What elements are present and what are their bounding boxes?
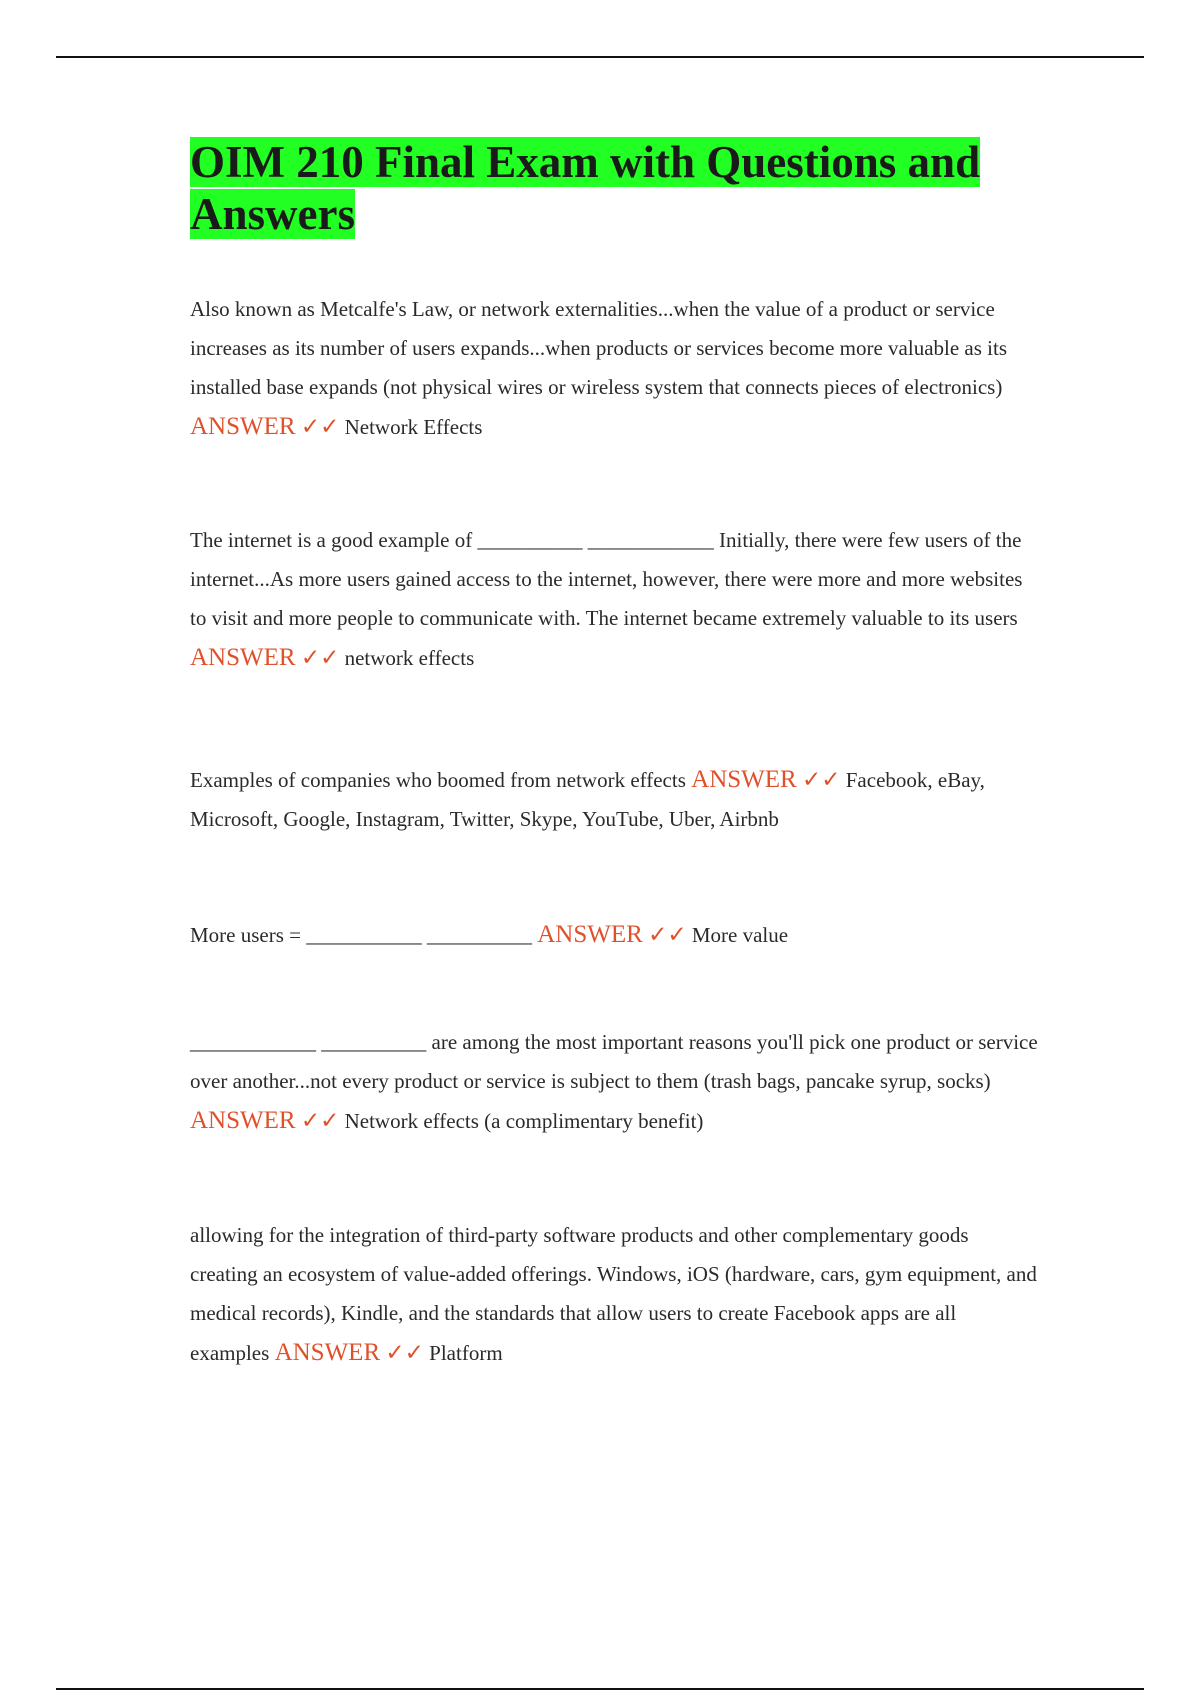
answer-text: Facebook, eBay, Microsoft, Google, Instagram, Twitter, Skype, YouTube, Uber, Airbnb — [190, 768, 985, 831]
double-check-icon: ✓✓ — [300, 414, 340, 439]
double-check-icon: ✓✓ — [801, 767, 841, 792]
question-text: The internet is a good example of __________ ____________ Initially, there were few users of the internet...As more users gained access to the internet, however, there were more and more websites to visit and more people to communicate with. The internet became extremely valuable to its users — [190, 528, 1023, 630]
double-check-icon: ✓✓ — [648, 922, 687, 947]
answer-label: ANSWER — [190, 1107, 296, 1134]
answer-label: ANSWER — [190, 413, 296, 440]
qa-item-4 — [190, 915, 1040, 955]
question-text: ____________ __________ are among the most important reasons you'll pick one product or service over another...not every product or service is subject to them (trash bags, pancake syrup, socks) — [190, 1030, 1038, 1093]
answer-text: Network effects (a complimentary benefit) — [344, 1109, 704, 1133]
qa-item-3 — [190, 760, 1040, 839]
qa-item-2 — [190, 521, 1040, 678]
question-text: allowing for the integration of third-party software products and other complementary goods creating an ecosystem of value-added offerings. Windows, iOS (hardware, cars, gym equipment, and medical records), Kindle, and the standards that allow users to create Facebook apps are all examples — [190, 1223, 1037, 1365]
question-text: Examples of companies who boomed from network effects — [190, 768, 686, 792]
answer-text: Network Effects — [344, 415, 483, 439]
answer-label: ANSWER — [691, 766, 797, 793]
footer-rule — [56, 1688, 1144, 1690]
document-title — [190, 136, 1010, 240]
answer-label: ANSWER — [537, 921, 643, 948]
title-highlight: OIM 210 Final Exam with Questions and Answers — [190, 137, 981, 239]
answer-text: More value — [691, 923, 789, 947]
qa-item-6 — [190, 1216, 1040, 1373]
double-check-icon: ✓✓ — [300, 1108, 340, 1133]
answer-label: ANSWER — [274, 1339, 381, 1366]
answer-label: ANSWER — [190, 644, 296, 671]
qa-item-1 — [190, 290, 1040, 447]
answer-text: Platform — [429, 1341, 503, 1365]
double-check-icon: ✓✓ — [385, 1340, 424, 1365]
double-check-icon: ✓✓ — [300, 645, 340, 670]
header-rule — [56, 56, 1144, 58]
answer-text: network effects — [344, 646, 475, 670]
qa-item-5 — [190, 1023, 1040, 1141]
question-text: Also known as Metcalfe's Law, or network externalities...when the value of a product or service increases as its number of users expands...when products or services become more valuable as its installed base expands (not physical wires or wireless system that connects pieces of electronics) — [190, 297, 1008, 399]
question-text: More users = ___________ __________ — [190, 923, 532, 947]
